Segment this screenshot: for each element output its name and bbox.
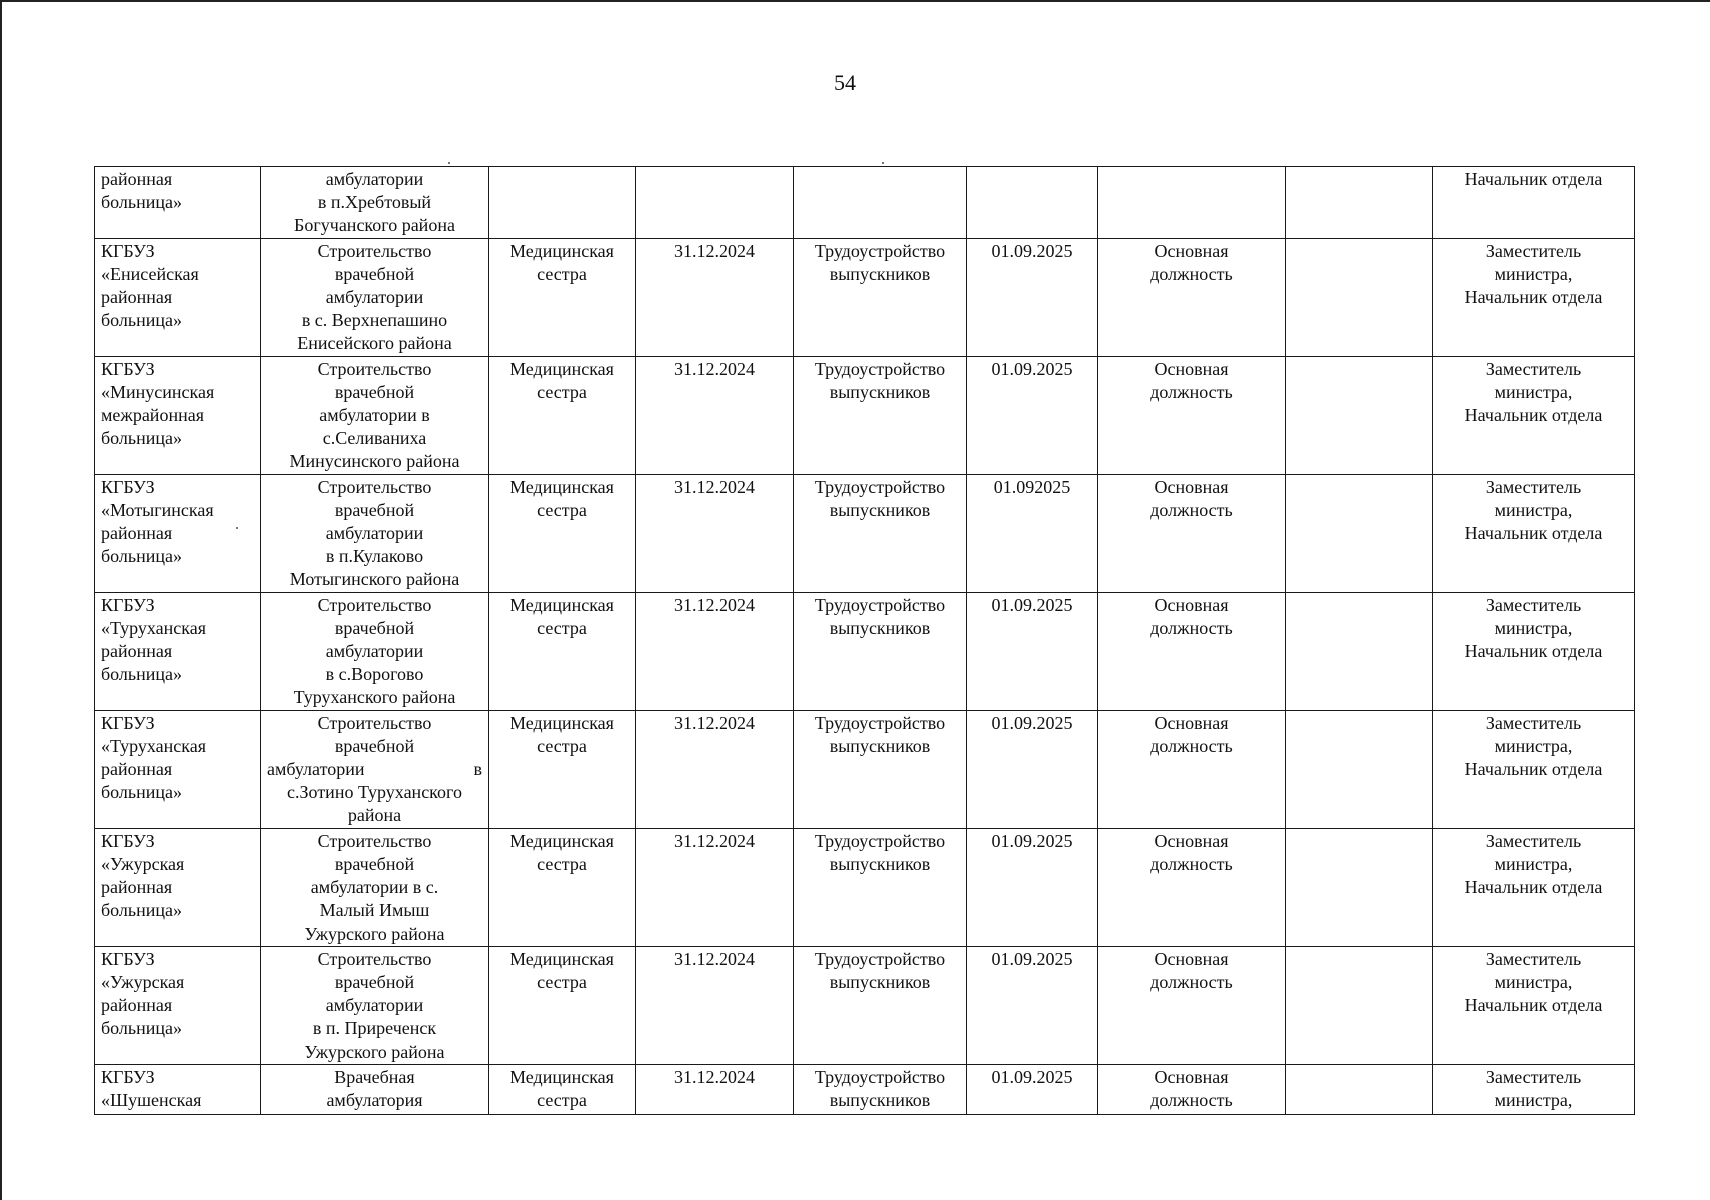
cell-line: Трудоустройство [814, 1066, 946, 1087]
cell-line: врачебной [334, 617, 415, 638]
cell-line: сестра [537, 1089, 587, 1110]
cell-line: «Минусинская [101, 381, 215, 402]
cell-deadline [636, 356, 794, 474]
cell-line: межрайонная [101, 405, 204, 426]
cell-reason [794, 710, 967, 828]
cell-line: Ужурского района [304, 923, 445, 944]
cell-line: «Шушенская [101, 1089, 202, 1110]
cell-reason [794, 592, 967, 710]
cell-line: Начальник отдела [1464, 405, 1603, 426]
cell-line: в п. Приреченск [312, 1018, 437, 1039]
cell-position-type [1098, 828, 1286, 946]
cell-position-type [1098, 238, 1286, 356]
cell-organization [95, 167, 261, 239]
cell-organization [95, 946, 261, 1064]
cell-line: Основная [1154, 1066, 1229, 1087]
cell-empty [1286, 710, 1433, 828]
table-body [95, 167, 1635, 1115]
cell-line: Строительство [317, 712, 432, 733]
scan-mark [448, 162, 450, 164]
cell-line: «Ужурская [101, 971, 185, 992]
cell-line: должность [1150, 1089, 1233, 1110]
cell-line: 01.09.2025 [991, 594, 1073, 615]
cell-line: 01.09.2025 [991, 240, 1073, 261]
cell-line: Медицинская [510, 712, 614, 733]
cell-line: с.Зотино Туруханского [287, 782, 462, 803]
cell-line: Заместитель [1485, 948, 1582, 969]
cell-project [261, 946, 489, 1064]
cell-line: Заместитель [1485, 712, 1582, 733]
cell-line: выпускников [829, 735, 931, 756]
cell-start-date [967, 828, 1098, 946]
table-row [95, 167, 1635, 239]
cell-line: Строительство [317, 358, 432, 379]
cell-line: амбулатория [326, 1089, 423, 1110]
cell-start-date [967, 356, 1098, 474]
cell-position-type [1098, 710, 1286, 828]
cell-line: Заместитель [1485, 358, 1582, 379]
cell-responsible [1433, 592, 1635, 710]
cell-line: Основная [1154, 948, 1229, 969]
cell-start-date [967, 710, 1098, 828]
cell-line: выпускников [829, 617, 931, 638]
cell-responsible [1433, 238, 1635, 356]
cell-line: врачебной [334, 971, 415, 992]
cell-line: сестра [537, 735, 587, 756]
cell-line: сестра [537, 617, 587, 638]
cell-line: Трудоустройство [814, 358, 946, 379]
cell-line: Заместитель [1485, 830, 1582, 851]
cell-project [261, 167, 489, 239]
cell-position [489, 356, 636, 474]
cell-line: должность [1150, 381, 1233, 402]
cell-position-type [1098, 592, 1286, 710]
cell-organization [95, 238, 261, 356]
cell-line: выпускников [829, 853, 931, 874]
cell-project [261, 474, 489, 592]
cell-line: 01.09.2025 [991, 712, 1073, 733]
cell-line: Основная [1154, 830, 1229, 851]
cell-empty [1286, 356, 1433, 474]
cell-start-date [967, 1064, 1098, 1114]
cell-position-type [1098, 946, 1286, 1064]
cell-deadline [636, 238, 794, 356]
cell-organization [95, 592, 261, 710]
table-row [95, 710, 1635, 828]
cell-line: больница» [101, 782, 182, 803]
cell-line: Малый Имыш [319, 900, 430, 921]
cell-line: Основная [1154, 240, 1229, 261]
cell-line: Строительство [317, 830, 432, 851]
cell-start-date [967, 238, 1098, 356]
cell-line: КГБУЗ [101, 1066, 155, 1087]
cell-line: врачебной [334, 263, 415, 284]
cell-line: Медицинская [510, 240, 614, 261]
cell-line: КГБУЗ [101, 712, 155, 733]
cell-project [261, 356, 489, 474]
cell-line: Медицинская [510, 594, 614, 615]
cell-line: «Енисейская [101, 263, 199, 284]
cell-line: больница» [101, 1018, 182, 1039]
cell-deadline [636, 828, 794, 946]
table-row [95, 1064, 1635, 1114]
cell-line: министра, [1494, 1089, 1573, 1110]
cell-line: министра, [1494, 735, 1573, 756]
cell-line: районная [101, 641, 173, 662]
cell-line: 31.12.2024 [674, 476, 755, 497]
cell-position [489, 946, 636, 1064]
cell-project [261, 828, 489, 946]
cell-line: Трудоустройство [814, 240, 946, 261]
cell-line: в с. Верхнепашино [301, 310, 448, 331]
cell-line: амбулатории [325, 523, 424, 544]
cell-line: Основная [1154, 358, 1229, 379]
cell-line: «Ужурская [101, 853, 185, 874]
cell-line: министра, [1494, 499, 1573, 520]
cell-line: районная [101, 995, 173, 1016]
table-row [95, 828, 1635, 946]
cell-line: больница» [101, 546, 182, 567]
cell-line: района [347, 805, 402, 826]
cell-position-type [1098, 1064, 1286, 1114]
cell-line: выпускников [829, 499, 931, 520]
cell-deadline [636, 1064, 794, 1114]
cell-deadline [636, 946, 794, 1064]
cell-line: Заместитель [1485, 1066, 1582, 1087]
cell-responsible [1433, 356, 1635, 474]
cell-line: 31.12.2024 [674, 358, 755, 379]
cell-responsible [1433, 167, 1635, 239]
cell-line: должность [1150, 499, 1233, 520]
cell-organization [95, 474, 261, 592]
cell-line: Строительство [317, 594, 432, 615]
cell-position [489, 592, 636, 710]
cell-line: врачебной [334, 381, 415, 402]
cell-line: выпускников [829, 971, 931, 992]
cell-line: должность [1150, 617, 1233, 638]
cell-project [261, 1064, 489, 1114]
cell-responsible [1433, 828, 1635, 946]
cell-line: Медицинская [510, 476, 614, 497]
cell-line: Строительство [317, 476, 432, 497]
cell-line: КГБУЗ [101, 594, 155, 615]
cell-line: больница» [101, 192, 182, 213]
cell-responsible [1433, 1064, 1635, 1114]
cell-line: Начальник отдела [1464, 641, 1603, 662]
cell-line: должность [1150, 735, 1233, 756]
cell-organization [95, 710, 261, 828]
cell-line: больница» [101, 664, 182, 685]
page-border-left [0, 0, 2, 1200]
cell-line: врачебной [334, 853, 415, 874]
cell-line: районная [101, 169, 173, 189]
cell-line: Начальник отдела [1464, 995, 1603, 1016]
cell-line: «Туруханская [101, 735, 206, 756]
cell-line: 01.092025 [993, 476, 1071, 497]
cell-line: 01.09.2025 [991, 948, 1073, 969]
cell-line: больница» [101, 428, 182, 449]
cell-empty [1286, 474, 1433, 592]
scan-mark [236, 527, 238, 529]
cell-line: Медицинская [510, 948, 614, 969]
cell-line: КГБУЗ [101, 830, 155, 851]
cell-line: министра, [1494, 381, 1573, 402]
cell-line: Медицинская [510, 358, 614, 379]
cell-line: Енисейского района [297, 333, 452, 354]
cell-project [261, 710, 489, 828]
cell-line: амбулатории в с. [310, 877, 439, 898]
cell-deadline [636, 474, 794, 592]
cell-line: «Мотыгинская [101, 499, 214, 520]
cell-line: министра, [1494, 263, 1573, 284]
cell-reason [794, 946, 967, 1064]
cell-line: амбулатории в [267, 759, 482, 780]
cell-line: Заместитель [1485, 476, 1582, 497]
cell-line: выпускников [829, 263, 931, 284]
table-row [95, 592, 1635, 710]
cell-empty [1286, 1064, 1433, 1114]
cell-project [261, 238, 489, 356]
cell-line: должность [1150, 263, 1233, 284]
cell-reason [794, 238, 967, 356]
cell-line: КГБУЗ [101, 358, 155, 379]
cell-line: Медицинская [510, 1066, 614, 1087]
cell-line: сестра [537, 381, 587, 402]
cell-line: Медицинская [510, 830, 614, 851]
cell-line: районная [101, 759, 173, 780]
cell-line: «Туруханская [101, 617, 206, 638]
cell-line: с.Селиваниха [322, 428, 427, 449]
cell-start-date [967, 946, 1098, 1064]
cell-position-type [1098, 474, 1286, 592]
cell-empty [1286, 238, 1433, 356]
cell-line: Основная [1154, 476, 1229, 497]
cell-deadline [636, 592, 794, 710]
cell-line: амбулатории [325, 995, 424, 1016]
staffing-table [94, 166, 1635, 1115]
cell-line: районная [101, 523, 173, 544]
cell-line: Начальник отдела [1464, 287, 1603, 308]
cell-line: Мотыгинского района [289, 569, 460, 590]
cell-line: врачебной [334, 735, 415, 756]
cell-line: Богучанского района [294, 215, 455, 236]
cell-line: 31.12.2024 [674, 1066, 755, 1087]
cell-line: Начальник отдела [1464, 877, 1603, 898]
cell-line: должность [1150, 853, 1233, 874]
cell-responsible [1433, 710, 1635, 828]
table-row [95, 356, 1635, 474]
cell-line: Трудоустройство [814, 830, 946, 851]
cell-line: амбулатории в [319, 405, 430, 426]
table-row [95, 946, 1635, 1064]
cell-reason [794, 474, 967, 592]
cell-responsible [1433, 474, 1635, 592]
cell-line: районная [101, 877, 173, 898]
cell-line: 31.12.2024 [674, 594, 755, 615]
cell-line: 01.09.2025 [991, 830, 1073, 851]
cell-line: в п.Хребтовый [317, 192, 432, 213]
cell-line: сестра [537, 853, 587, 874]
cell-line: министра, [1494, 853, 1573, 874]
cell-line: Трудоустройство [814, 594, 946, 615]
cell-line: в п.Кулаково [325, 546, 424, 567]
staffing-table-wrap [94, 166, 1635, 1115]
cell-line: выпускников [829, 1089, 931, 1110]
cell-line: в с.Ворогово [325, 664, 424, 685]
cell-position [489, 238, 636, 356]
table-row [95, 238, 1635, 356]
cell-line: Минусинского района [289, 451, 460, 472]
cell-line: 01.09.2025 [991, 358, 1073, 379]
cell-line: сестра [537, 971, 587, 992]
cell-position-type [1098, 167, 1286, 239]
cell-line: должность [1150, 971, 1233, 992]
cell-organization [95, 828, 261, 946]
cell-empty [1286, 828, 1433, 946]
cell-line: амбулатории [325, 169, 424, 189]
cell-line: врачебной [334, 499, 415, 520]
cell-line: Трудоустройство [814, 476, 946, 497]
cell-responsible [1433, 946, 1635, 1064]
cell-line: выпускников [829, 381, 931, 402]
cell-line: сестра [537, 263, 587, 284]
cell-reason [794, 167, 967, 239]
cell-line: Заместитель [1485, 594, 1582, 615]
cell-start-date [967, 592, 1098, 710]
cell-line: Ужурского района [304, 1041, 445, 1062]
page-number: 54 [834, 70, 856, 95]
cell-line: Трудоустройство [814, 712, 946, 733]
cell-line: 01.09.2025 [991, 1066, 1073, 1087]
cell-line: районная [101, 287, 173, 308]
cell-line: Туруханского района [293, 687, 456, 708]
cell-line: больница» [101, 310, 182, 331]
cell-empty [1286, 592, 1433, 710]
cell-organization [95, 356, 261, 474]
cell-line: Основная [1154, 712, 1229, 733]
page-border-top [0, 0, 1710, 2]
cell-line: сестра [537, 499, 587, 520]
cell-position-type [1098, 356, 1286, 474]
scan-mark [882, 162, 884, 164]
table-row [95, 474, 1635, 592]
cell-line: Начальник отдела [1464, 523, 1603, 544]
cell-line: Начальник отдела [1464, 759, 1603, 780]
cell-line: 31.12.2024 [674, 240, 755, 261]
cell-line: больница» [101, 900, 182, 921]
cell-project [261, 592, 489, 710]
cell-line: Трудоустройство [814, 948, 946, 969]
cell-line: Заместитель [1485, 240, 1582, 261]
cell-start-date [967, 167, 1098, 239]
cell-line: министра, [1494, 971, 1573, 992]
cell-line: КГБУЗ [101, 240, 155, 261]
cell-empty [1286, 167, 1433, 239]
cell-line: Врачебная [334, 1066, 415, 1087]
cell-line: КГБУЗ [101, 476, 155, 497]
cell-line: Основная [1154, 594, 1229, 615]
cell-line: 31.12.2024 [674, 712, 755, 733]
cell-line: КГБУЗ [101, 948, 155, 969]
cell-organization [95, 1064, 261, 1114]
cell-position [489, 1064, 636, 1114]
cell-position [489, 828, 636, 946]
cell-deadline [636, 710, 794, 828]
cell-line: министра, [1494, 617, 1573, 638]
cell-line: амбулатории [325, 287, 424, 308]
cell-line: Строительство [317, 948, 432, 969]
cell-position [489, 167, 636, 239]
cell-reason [794, 356, 967, 474]
cell-position [489, 710, 636, 828]
cell-line: Начальник отдела [1464, 169, 1603, 189]
cell-deadline [636, 167, 794, 239]
cell-reason [794, 828, 967, 946]
cell-line: 31.12.2024 [674, 830, 755, 851]
cell-empty [1286, 946, 1433, 1064]
cell-start-date [967, 474, 1098, 592]
cell-line: 31.12.2024 [674, 948, 755, 969]
cell-reason [794, 1064, 967, 1114]
cell-position [489, 474, 636, 592]
cell-line: Строительство [317, 240, 432, 261]
cell-line: амбулатории [325, 641, 424, 662]
